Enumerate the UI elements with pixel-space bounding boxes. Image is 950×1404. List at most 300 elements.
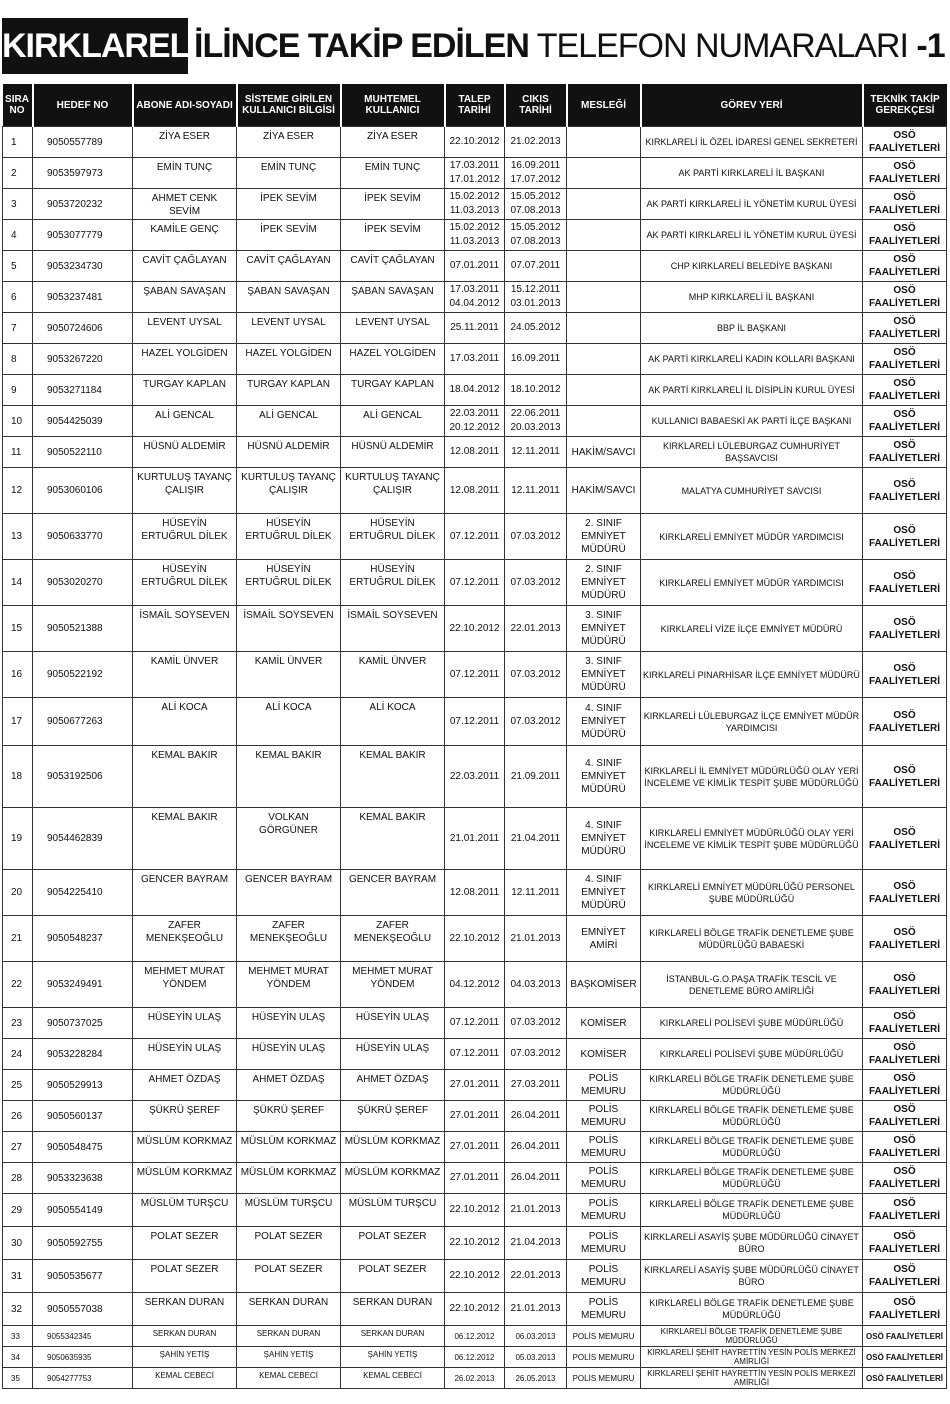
table-row	[3, 282, 947, 313]
cell-meslek: POLİS MEMURU	[567, 1163, 641, 1194]
header-meslek: MESLEĞİ	[567, 84, 641, 127]
cell-teknik: OSÖ FAALİYETLERİ	[863, 406, 947, 437]
cell-teknik: OSÖ FAALİYETLERİ	[863, 437, 947, 468]
cell-gorev: KIRKLARELİ EMNİYET MÜDÜR YARDIMCISI	[641, 560, 863, 606]
cell-muhtemel: HÜSNÜ ALDEMİR	[341, 437, 445, 468]
cell-sistem: İSMAİL SOYSEVEN	[237, 606, 341, 652]
cell-sira: 12	[3, 468, 33, 514]
cell-cikis: 21.09.2011	[505, 746, 567, 808]
cell-meslek: POLİS MEMURU	[567, 1227, 641, 1260]
cell-talep: 06.12.2012	[445, 1326, 505, 1347]
cell-talep: 27.01.2011	[445, 1070, 505, 1101]
cell-sira: 33	[3, 1326, 33, 1347]
cell-hedef: 9050592755	[33, 1227, 133, 1260]
cell-meslek	[567, 251, 641, 282]
cell-sistem: TURGAY KAPLAN	[237, 375, 341, 406]
cell-hedef: 9050529913	[33, 1070, 133, 1101]
cell-hedef: 9050633770	[33, 514, 133, 560]
cell-sira: 30	[3, 1227, 33, 1260]
cell-talep: 07.12.2011	[445, 1008, 505, 1039]
cell-gorev: KIRKLARELİ EMNİYET MÜDÜR YARDIMCISI	[641, 514, 863, 560]
cell-cikis: 15.05.2012 07.08.2013	[505, 220, 567, 251]
cell-abone: CAVİT ÇAĞLAYAN	[133, 251, 237, 282]
cell-meslek: EMNİYET AMİRİ	[567, 916, 641, 962]
cell-gorev: AK PARTİ KIRKLARELİ İL BAŞKANI	[641, 158, 863, 189]
title-bold-part: İLİNCE TAKİP EDİLEN	[194, 27, 529, 65]
cell-gorev: CHP KIRKLARELİ BELEDİYE BAŞKANI	[641, 251, 863, 282]
cell-abone: AHMET CENK SEVİM	[133, 189, 237, 220]
cell-meslek	[567, 406, 641, 437]
cell-muhtemel: KEMAL BAKIR	[341, 808, 445, 870]
cell-cikis: 26.04.2011	[505, 1132, 567, 1163]
cell-sira: 31	[3, 1260, 33, 1293]
cell-hedef: 9050554149	[33, 1194, 133, 1227]
table-row	[3, 916, 947, 962]
cell-gorev: MHP KIRKLARELİ İL BAŞKANI	[641, 282, 863, 313]
cell-teknik: OSÖ FAALİYETLERİ	[863, 282, 947, 313]
cell-cikis: 07.03.2012	[505, 652, 567, 698]
cell-muhtemel: ALİ GENCAL	[341, 406, 445, 437]
cell-talep: 17.03.2011 04.04.2012	[445, 282, 505, 313]
cell-sira: 14	[3, 560, 33, 606]
cell-gorev: KIRKLARELİ BÖLGE TRAFİK DENETLEME ŞUBE MÜDÜRLÜĞÜ	[641, 1070, 863, 1101]
header-cikis: CIKIS TARİHİ	[505, 84, 567, 127]
cell-sira: 21	[3, 916, 33, 962]
cell-muhtemel: HÜSEYİN ERTUĞRUL DİLEK	[341, 514, 445, 560]
cell-sira: 17	[3, 698, 33, 746]
cell-cikis: 04.03.2013	[505, 962, 567, 1008]
cell-abone: MÜSLÜM KORKMAZ	[133, 1163, 237, 1194]
cell-teknik: OSÖ FAALİYETLERİ	[863, 1101, 947, 1132]
table-row	[3, 1260, 947, 1293]
cell-teknik: OSÖ FAALİYETLERİ	[863, 1347, 947, 1368]
cell-cikis: 07.03.2012	[505, 1008, 567, 1039]
cell-talep: 06.12.2012	[445, 1347, 505, 1368]
cell-abone: KEMAL CEBECİ	[133, 1368, 237, 1389]
header-hedef: HEDEF NO	[33, 84, 133, 127]
cell-hedef: 9053249491	[33, 962, 133, 1008]
cell-teknik: OSÖ FAALİYETLERİ	[863, 1194, 947, 1227]
cell-sistem: GENCER BAYRAM	[237, 870, 341, 916]
cell-muhtemel: ZİYA ESER	[341, 127, 445, 158]
cell-hedef: 9053192506	[33, 746, 133, 808]
cell-hedef: 9053234730	[33, 251, 133, 282]
cell-cikis: 07.03.2012	[505, 560, 567, 606]
cell-teknik: OSÖ FAALİYETLERİ	[863, 698, 947, 746]
cell-cikis: 15.05.2012 07.08.2013	[505, 189, 567, 220]
cell-cikis: 07.07.2011	[505, 251, 567, 282]
cell-sira: 32	[3, 1293, 33, 1326]
cell-sistem: LEVENT UYSAL	[237, 313, 341, 344]
title-province: KIRKLARELİ	[2, 18, 188, 74]
cell-gorev: KIRKLARELİ POLİSEVİ ŞUBE MÜDÜRLÜĞÜ	[641, 1008, 863, 1039]
cell-abone: MÜSLÜM TURŞCU	[133, 1194, 237, 1227]
cell-talep: 07.12.2011	[445, 652, 505, 698]
cell-muhtemel: İPEK SEVİM	[341, 189, 445, 220]
cell-muhtemel: SERKAN DURAN	[341, 1293, 445, 1326]
cell-talep: 22.10.2012	[445, 127, 505, 158]
cell-sira: 16	[3, 652, 33, 698]
cell-hedef: 9053597973	[33, 158, 133, 189]
cell-sira: 11	[3, 437, 33, 468]
cell-teknik: OSÖ FAALİYETLERİ	[863, 1163, 947, 1194]
cell-gorev: KIRKLARELİ EMNİYET MÜDÜRLÜĞÜ OLAY YERİ İNCELEME VE KİMLİK TESPİT ŞUBE MÜDÜRLÜĞÜ	[641, 808, 863, 870]
table-row	[3, 698, 947, 746]
cell-sira: 15	[3, 606, 33, 652]
table-row	[3, 189, 947, 220]
cell-sistem: KEMAL BAKIR	[237, 746, 341, 808]
cell-meslek: POLİS MEMURU	[567, 1101, 641, 1132]
cell-cikis: 24.05.2012	[505, 313, 567, 344]
cell-teknik: OSÖ FAALİYETLERİ	[863, 746, 947, 808]
cell-gorev: KIRKLARELİ BÖLGE TRAFİK DENETLEME ŞUBE MÜDÜRLÜĞÜ	[641, 1132, 863, 1163]
cell-sistem: ZAFER MENEKŞEOĞLU	[237, 916, 341, 962]
header-muhtemel: MUHTEMEL KULLANICI	[341, 84, 445, 127]
table-row	[3, 870, 947, 916]
cell-teknik: OSÖ FAALİYETLERİ	[863, 1039, 947, 1070]
cell-talep: 12.08.2011	[445, 437, 505, 468]
cell-meslek: POLİS MEMURU	[567, 1368, 641, 1389]
table-row	[3, 1326, 947, 1347]
table-row	[3, 1008, 947, 1039]
cell-muhtemel: ZAFER MENEKŞEOĞLU	[341, 916, 445, 962]
cell-gorev: KIRKLARELİ BÖLGE TRAFİK DENETLEME ŞUBE MÜDÜRLÜĞÜ	[641, 1163, 863, 1194]
cell-talep: 22.10.2012	[445, 1260, 505, 1293]
table-row	[3, 375, 947, 406]
cell-meslek	[567, 282, 641, 313]
cell-cikis: 21.04.2011	[505, 808, 567, 870]
table-row	[3, 1101, 947, 1132]
cell-hedef: 9053720232	[33, 189, 133, 220]
cell-hedef: 9050548237	[33, 916, 133, 962]
cell-sira: 34	[3, 1347, 33, 1368]
cell-meslek	[567, 189, 641, 220]
cell-talep: 12.08.2011	[445, 870, 505, 916]
cell-abone: SERKAN DURAN	[133, 1326, 237, 1347]
cell-abone: KAMİLE GENÇ	[133, 220, 237, 251]
cell-muhtemel: MÜSLÜM TURŞCU	[341, 1194, 445, 1227]
table-row	[3, 158, 947, 189]
cell-hedef: 9050557038	[33, 1293, 133, 1326]
cell-talep: 07.12.2011	[445, 560, 505, 606]
cell-gorev: KIRKLARELİ PINARHİSAR İLÇE EMNİYET MÜDÜRÜ	[641, 652, 863, 698]
table-row	[3, 1347, 947, 1368]
cell-talep: 27.01.2011	[445, 1132, 505, 1163]
cell-sira: 29	[3, 1194, 33, 1227]
cell-meslek	[567, 127, 641, 158]
cell-abone: KAMİL ÜNVER	[133, 652, 237, 698]
cell-teknik: OSÖ FAALİYETLERİ	[863, 1227, 947, 1260]
cell-gorev: BBP İL BAŞKANI	[641, 313, 863, 344]
cell-gorev: İSTANBUL-G.O.PAŞA TRAFİK TESCİL VE DENETLEME BÜRO AMİRLİĞİ	[641, 962, 863, 1008]
cell-sistem: SERKAN DURAN	[237, 1326, 341, 1347]
cell-cikis: 16.09.2011 17.07.2012	[505, 158, 567, 189]
cell-talep: 22.10.2012	[445, 1293, 505, 1326]
cell-teknik: OSÖ FAALİYETLERİ	[863, 560, 947, 606]
cell-abone: HÜSNÜ ALDEMİR	[133, 437, 237, 468]
cell-sistem: İPEK SEVİM	[237, 189, 341, 220]
cell-sistem: VOLKAN GÖRGÜNER	[237, 808, 341, 870]
cell-gorev: KIRKLARELİ ŞEHİT HAYRETTİN YESİN POLİS MERKEZİ AMİRLİĞİ	[641, 1368, 863, 1389]
cell-meslek: POLİS MEMURU	[567, 1132, 641, 1163]
cell-meslek	[567, 158, 641, 189]
cell-abone: LEVENT UYSAL	[133, 313, 237, 344]
cell-abone: HÜSEYİN ULAŞ	[133, 1039, 237, 1070]
cell-teknik: OSÖ FAALİYETLERİ	[863, 1293, 947, 1326]
cell-talep: 07.12.2011	[445, 698, 505, 746]
cell-talep: 07.01.2011	[445, 251, 505, 282]
cell-teknik: OSÖ FAALİYETLERİ	[863, 1368, 947, 1389]
cell-gorev: KIRKLARELİ ASAYİŞ ŞUBE MÜDÜRLÜĞÜ CİNAYET BÜRO	[641, 1227, 863, 1260]
cell-cikis: 12.11.2011	[505, 437, 567, 468]
table-row	[3, 962, 947, 1008]
table-row	[3, 127, 947, 158]
cell-sira: 8	[3, 344, 33, 375]
cell-cikis: 16.09.2011	[505, 344, 567, 375]
table-row	[3, 606, 947, 652]
cell-sistem: KAMİL ÜNVER	[237, 652, 341, 698]
cell-abone: TURGAY KAPLAN	[133, 375, 237, 406]
cell-muhtemel: AHMET ÖZDAŞ	[341, 1070, 445, 1101]
cell-talep: 22.10.2012	[445, 606, 505, 652]
cell-talep: 27.01.2011	[445, 1101, 505, 1132]
cell-meslek: 4. SINIF EMNİYET MÜDÜRÜ	[567, 808, 641, 870]
cell-sistem: ZİYA ESER	[237, 127, 341, 158]
cell-abone: GENCER BAYRAM	[133, 870, 237, 916]
cell-sira: 35	[3, 1368, 33, 1389]
cell-meslek: 4. SINIF EMNİYET MÜDÜRÜ	[567, 698, 641, 746]
cell-teknik: OSÖ FAALİYETLERİ	[863, 189, 947, 220]
table-row	[3, 220, 947, 251]
cell-gorev: KIRKLARELİ ŞEHİT HAYRETTİN YESİN POLİS MERKEZİ AMİRLİĞİ	[641, 1347, 863, 1368]
table-row	[3, 652, 947, 698]
cell-sistem: MÜSLÜM TURŞCU	[237, 1194, 341, 1227]
cell-sistem: KURTULUŞ TAYANÇ ÇALIŞIR	[237, 468, 341, 514]
cell-sira: 9	[3, 375, 33, 406]
table-row	[3, 251, 947, 282]
cell-abone: HÜSEYİN ULAŞ	[133, 1008, 237, 1039]
cell-hedef: 9054425039	[33, 406, 133, 437]
cell-abone: MÜSLÜM KORKMAZ	[133, 1132, 237, 1163]
cell-hedef: 9050724606	[33, 313, 133, 344]
cell-sistem: ŞÜKRÜ ŞEREF	[237, 1101, 341, 1132]
table-row	[3, 1368, 947, 1389]
cell-sira: 19	[3, 808, 33, 870]
header-teknik: TEKNİK TAKİP GEREKÇESİ	[863, 84, 947, 127]
cell-sira: 10	[3, 406, 33, 437]
table-row	[3, 1293, 947, 1326]
page-title	[0, 0, 950, 84]
cell-cikis: 26.04.2011	[505, 1101, 567, 1132]
cell-meslek: POLİS MEMURU	[567, 1293, 641, 1326]
cell-abone: KEMAL BAKIR	[133, 746, 237, 808]
cell-sistem: POLAT SEZER	[237, 1260, 341, 1293]
cell-teknik: OSÖ FAALİYETLERİ	[863, 808, 947, 870]
cell-abone: ZİYA ESER	[133, 127, 237, 158]
cell-muhtemel: ŞAHİN YETİŞ	[341, 1347, 445, 1368]
cell-sistem: HÜSEYİN ULAŞ	[237, 1008, 341, 1039]
cell-talep: 22.03.2011 20.12.2012	[445, 406, 505, 437]
cell-hedef: 9053323638	[33, 1163, 133, 1194]
cell-muhtemel: MEHMET MURAT YÖNDEM	[341, 962, 445, 1008]
cell-gorev: KIRKLARELİ LÜLEBURGAZ CUMHURİYET BAŞSAVCISI	[641, 437, 863, 468]
cell-sistem: POLAT SEZER	[237, 1227, 341, 1260]
cell-talep: 22.03.2011	[445, 746, 505, 808]
cell-teknik: OSÖ FAALİYETLERİ	[863, 344, 947, 375]
cell-meslek: 4. SINIF EMNİYET MÜDÜRÜ	[567, 746, 641, 808]
cell-gorev: KIRKLARELİ VİZE İLÇE EMNİYET MÜDÜRÜ	[641, 606, 863, 652]
cell-hedef: 9050548475	[33, 1132, 133, 1163]
cell-abone: ŞÜKRÜ ŞEREF	[133, 1101, 237, 1132]
cell-abone: POLAT SEZER	[133, 1260, 237, 1293]
cell-teknik: OSÖ FAALİYETLERİ	[863, 158, 947, 189]
cell-muhtemel: İPEK SEVİM	[341, 220, 445, 251]
cell-gorev: KIRKLARELİ BÖLGE TRAFİK DENETLEME ŞUBE MÜDÜRLÜĞÜ	[641, 1293, 863, 1326]
cell-talep: 15.02.2012 11.03.2013	[445, 189, 505, 220]
cell-muhtemel: HAZEL YOLGİDEN	[341, 344, 445, 375]
header-sistem: SİSTEME GİRİLEN KULLANICI BİLGİSİ	[237, 84, 341, 127]
cell-cikis: 22.01.2013	[505, 1260, 567, 1293]
cell-cikis: 22.06.2011 20.03.2013	[505, 406, 567, 437]
cell-abone: ZAFER MENEKŞEOĞLU	[133, 916, 237, 962]
cell-sistem: EMİN TUNÇ	[237, 158, 341, 189]
cell-sira: 22	[3, 962, 33, 1008]
cell-talep: 17.03.2011 17.01.2012	[445, 158, 505, 189]
cell-sistem: MÜSLÜM KORKMAZ	[237, 1163, 341, 1194]
cell-hedef: 9053271184	[33, 375, 133, 406]
cell-meslek	[567, 313, 641, 344]
cell-cikis: 27.03.2011	[505, 1070, 567, 1101]
phone-tracking-table	[2, 84, 947, 1389]
cell-cikis: 12.11.2011	[505, 468, 567, 514]
cell-gorev: AK PARTİ KIRKLARELİ KADIN KOLLARI BAŞKANI	[641, 344, 863, 375]
cell-meslek: KOMİSER	[567, 1008, 641, 1039]
cell-teknik: OSÖ FAALİYETLERİ	[863, 127, 947, 158]
cell-teknik: OSÖ FAALİYETLERİ	[863, 251, 947, 282]
cell-teknik: OSÖ FAALİYETLERİ	[863, 1326, 947, 1347]
cell-abone: HAZEL YOLGİDEN	[133, 344, 237, 375]
cell-meslek: 4. SINIF EMNİYET MÜDÜRÜ	[567, 870, 641, 916]
cell-sira: 28	[3, 1163, 33, 1194]
cell-gorev: AK PARTİ KIRKLARELİ İL YÖNETİM KURUL ÜYESİ	[641, 220, 863, 251]
cell-muhtemel: CAVİT ÇAĞLAYAN	[341, 251, 445, 282]
cell-abone: ŞAHİN YETİŞ	[133, 1347, 237, 1368]
cell-cikis: 21.01.2013	[505, 916, 567, 962]
cell-gorev: AK PARTİ KIRKLARELİ İL YÖNETİM KURUL ÜYESİ	[641, 189, 863, 220]
cell-talep: 25.11.2011	[445, 313, 505, 344]
cell-meslek: POLİS MEMURU	[567, 1347, 641, 1368]
cell-sira: 24	[3, 1039, 33, 1070]
cell-sira: 27	[3, 1132, 33, 1163]
cell-talep: 22.10.2012	[445, 1194, 505, 1227]
cell-muhtemel: LEVENT UYSAL	[341, 313, 445, 344]
cell-abone: SERKAN DURAN	[133, 1293, 237, 1326]
cell-meslek: 2. SINIF EMNİYET MÜDÜRÜ	[567, 514, 641, 560]
cell-muhtemel: ALİ KOCA	[341, 698, 445, 746]
cell-gorev: KIRKLARELİ BÖLGE TRAFİK DENETLEME ŞUBE MÜDÜRLÜĞÜ	[641, 1101, 863, 1132]
cell-gorev: KIRKLARELİ BÖLGE TRAFİK DENETLEME ŞUBE MÜDÜRLÜĞÜ	[641, 1326, 863, 1347]
cell-muhtemel: ŞÜKRÜ ŞEREF	[341, 1101, 445, 1132]
cell-meslek: POLİS MEMURU	[567, 1194, 641, 1227]
cell-sistem: HÜSEYİN ULAŞ	[237, 1039, 341, 1070]
cell-gorev: KIRKLARELİ BÖLGE TRAFİK DENETLEME ŞUBE MÜDÜRLÜĞÜ BABAESKİ	[641, 916, 863, 962]
cell-sira: 13	[3, 514, 33, 560]
cell-cikis: 26.05.2013	[505, 1368, 567, 1389]
cell-teknik: OSÖ FAALİYETLERİ	[863, 916, 947, 962]
cell-muhtemel: HÜSEYİN ULAŞ	[341, 1008, 445, 1039]
cell-gorev: KIRKLARELİ LÜLEBURGAZ İLÇE EMNİYET MÜDÜR YARDIMCISI	[641, 698, 863, 746]
cell-hedef: 9050560137	[33, 1101, 133, 1132]
cell-cikis: 05.03.2013	[505, 1347, 567, 1368]
cell-teknik: OSÖ FAALİYETLERİ	[863, 220, 947, 251]
cell-sistem: HÜSEYİN ERTUĞRUL DİLEK	[237, 514, 341, 560]
cell-hedef: 9053228284	[33, 1039, 133, 1070]
cell-cikis: 12.11.2011	[505, 870, 567, 916]
cell-sira: 6	[3, 282, 33, 313]
cell-muhtemel: POLAT SEZER	[341, 1260, 445, 1293]
cell-meslek: BAŞKOMİSER	[567, 962, 641, 1008]
table-row	[3, 560, 947, 606]
cell-sistem: HAZEL YOLGİDEN	[237, 344, 341, 375]
cell-muhtemel: KEMAL CEBECİ	[341, 1368, 445, 1389]
cell-abone: KEMAL BAKIR	[133, 808, 237, 870]
cell-cikis: 21.04.2013	[505, 1227, 567, 1260]
cell-gorev: KIRKLARELİ BÖLGE TRAFİK DENETLEME ŞUBE MÜDÜRLÜĞÜ	[641, 1194, 863, 1227]
cell-talep: 17.03.2011	[445, 344, 505, 375]
cell-sira: 18	[3, 746, 33, 808]
cell-hedef: 9050557789	[33, 127, 133, 158]
table-row	[3, 1163, 947, 1194]
cell-meslek: HAKİM/SAVCI	[567, 468, 641, 514]
cell-gorev: KIRKLARELİ ASAYİŞ ŞUBE MÜDÜRLÜĞÜ CİNAYET BÜRO	[641, 1260, 863, 1293]
cell-teknik: OSÖ FAALİYETLERİ	[863, 375, 947, 406]
cell-teknik: OSÖ FAALİYETLERİ	[863, 514, 947, 560]
cell-sistem: ŞABAN SAVAŞAN	[237, 282, 341, 313]
cell-sistem: İPEK SEVİM	[237, 220, 341, 251]
cell-muhtemel: TURGAY KAPLAN	[341, 375, 445, 406]
cell-abone: HÜSEYİN ERTUĞRUL DİLEK	[133, 514, 237, 560]
cell-gorev: KIRKLARELİ POLİSEVİ ŞUBE MÜDÜRLÜĞÜ	[641, 1039, 863, 1070]
cell-hedef: 9053020270	[33, 560, 133, 606]
cell-meslek: 3. SINIF EMNİYET MÜDÜRÜ	[567, 606, 641, 652]
cell-hedef: 9050522192	[33, 652, 133, 698]
cell-teknik: OSÖ FAALİYETLERİ	[863, 652, 947, 698]
cell-teknik: OSÖ FAALİYETLERİ	[863, 606, 947, 652]
cell-hedef: 9050521388	[33, 606, 133, 652]
table-row	[3, 344, 947, 375]
cell-gorev: KIRKLARELİ EMNİYET MÜDÜRLÜĞÜ PERSONEL ŞUBE MÜDÜRLÜĞÜ	[641, 870, 863, 916]
cell-abone: ALİ GENCAL	[133, 406, 237, 437]
cell-talep: 18.04.2012	[445, 375, 505, 406]
table-row	[3, 514, 947, 560]
cell-talep: 22.10.2012	[445, 1227, 505, 1260]
cell-abone: ŞABAN SAVAŞAN	[133, 282, 237, 313]
cell-gorev: AK PARTİ KIRKLARELİ İL DİSİPLİN KURUL ÜYESİ	[641, 375, 863, 406]
title-text	[194, 18, 945, 74]
cell-abone: MEHMET MURAT YÖNDEM	[133, 962, 237, 1008]
cell-meslek: 3. SINIF EMNİYET MÜDÜRÜ	[567, 652, 641, 698]
table-row	[3, 437, 947, 468]
cell-hedef: 9054277753	[33, 1368, 133, 1389]
cell-gorev: KIRKLARELİ İL ÖZEL İDARESİ GENEL SEKRETERİ	[641, 127, 863, 158]
cell-meslek	[567, 344, 641, 375]
cell-sistem: ŞAHİN YETİŞ	[237, 1347, 341, 1368]
cell-gorev: MALATYA CUMHURİYET SAVCISI	[641, 468, 863, 514]
cell-sistem: HÜSEYİN ERTUĞRUL DİLEK	[237, 560, 341, 606]
cell-sistem: CAVİT ÇAĞLAYAN	[237, 251, 341, 282]
header-sira: SIRA NO	[3, 84, 33, 127]
cell-meslek	[567, 375, 641, 406]
